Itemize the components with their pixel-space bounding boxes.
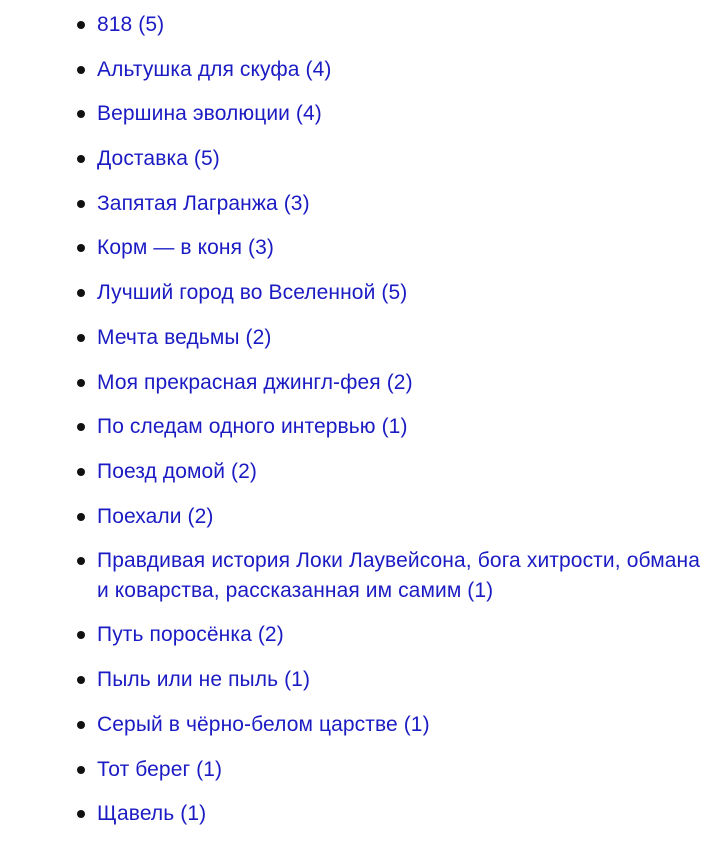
list-item <box>0 278 720 308</box>
bullet-icon <box>77 110 85 118</box>
list-item <box>0 799 720 829</box>
list-item <box>0 368 720 398</box>
bullet-icon <box>77 155 85 163</box>
tag-link[interactable]: Доставка (5) <box>97 147 220 171</box>
tag-link[interactable]: Правдивая история Локи Лаувейсона, бога хитрости, обмана и коварства, рассказанная им самим (1) <box>97 549 700 602</box>
bullet-icon <box>77 513 85 521</box>
list-item <box>0 502 720 532</box>
list-item <box>0 457 720 487</box>
tag-link[interactable]: Моя прекрасная джингл-фея (2) <box>97 370 413 394</box>
bullet-icon <box>77 721 85 729</box>
list-item <box>0 10 720 40</box>
bullet-icon <box>77 379 85 387</box>
tag-link[interactable]: Щавель (1) <box>97 802 207 826</box>
tag-link[interactable]: Поехали (2) <box>97 504 214 528</box>
bullet-icon <box>77 631 85 639</box>
tag-link[interactable]: Тот берег (1) <box>97 757 223 781</box>
list-item <box>0 412 720 442</box>
list-item <box>0 546 720 605</box>
tag-link[interactable]: Путь поросёнка (2) <box>97 623 284 647</box>
bullet-icon <box>77 21 85 29</box>
bullet-icon <box>77 289 85 297</box>
tag-link[interactable]: Вершина эволюции (4) <box>97 102 322 126</box>
tag-list <box>0 10 720 844</box>
tag-link[interactable]: Поезд домой (2) <box>97 459 258 483</box>
tag-link[interactable]: Пыль или не пыль (1) <box>97 668 311 692</box>
list-item <box>0 620 720 650</box>
bullet-icon <box>77 200 85 208</box>
bullet-icon <box>77 244 85 252</box>
tag-link[interactable]: Корм — в коня (3) <box>97 236 274 260</box>
list-item <box>0 189 720 219</box>
bullet-icon <box>77 468 85 476</box>
bullet-icon <box>77 557 85 565</box>
list-item <box>0 710 720 740</box>
list-item <box>0 755 720 785</box>
list-item <box>0 144 720 174</box>
tag-link[interactable]: Лучший город во Вселенной (5) <box>97 281 408 305</box>
tag-link[interactable]: Серый в чёрно-белом царстве (1) <box>97 712 430 736</box>
bullet-icon <box>77 66 85 74</box>
tag-link[interactable]: Мечта ведьмы (2) <box>97 325 272 349</box>
bullet-icon <box>77 766 85 774</box>
tag-link[interactable]: Альтушка для скуфа (4) <box>97 57 332 81</box>
list-item <box>0 323 720 353</box>
tag-link[interactable]: 818 (5) <box>97 13 165 36</box>
bullet-icon <box>77 810 85 818</box>
list-item <box>0 99 720 129</box>
list-item <box>0 55 720 85</box>
bullet-icon <box>77 423 85 431</box>
list-item <box>0 665 720 695</box>
bullet-icon <box>77 676 85 684</box>
tag-link[interactable]: По следам одного интервью (1) <box>97 415 408 439</box>
tag-link[interactable]: Запятая Лагранжа (3) <box>97 191 310 215</box>
list-item <box>0 233 720 263</box>
bullet-icon <box>77 334 85 342</box>
